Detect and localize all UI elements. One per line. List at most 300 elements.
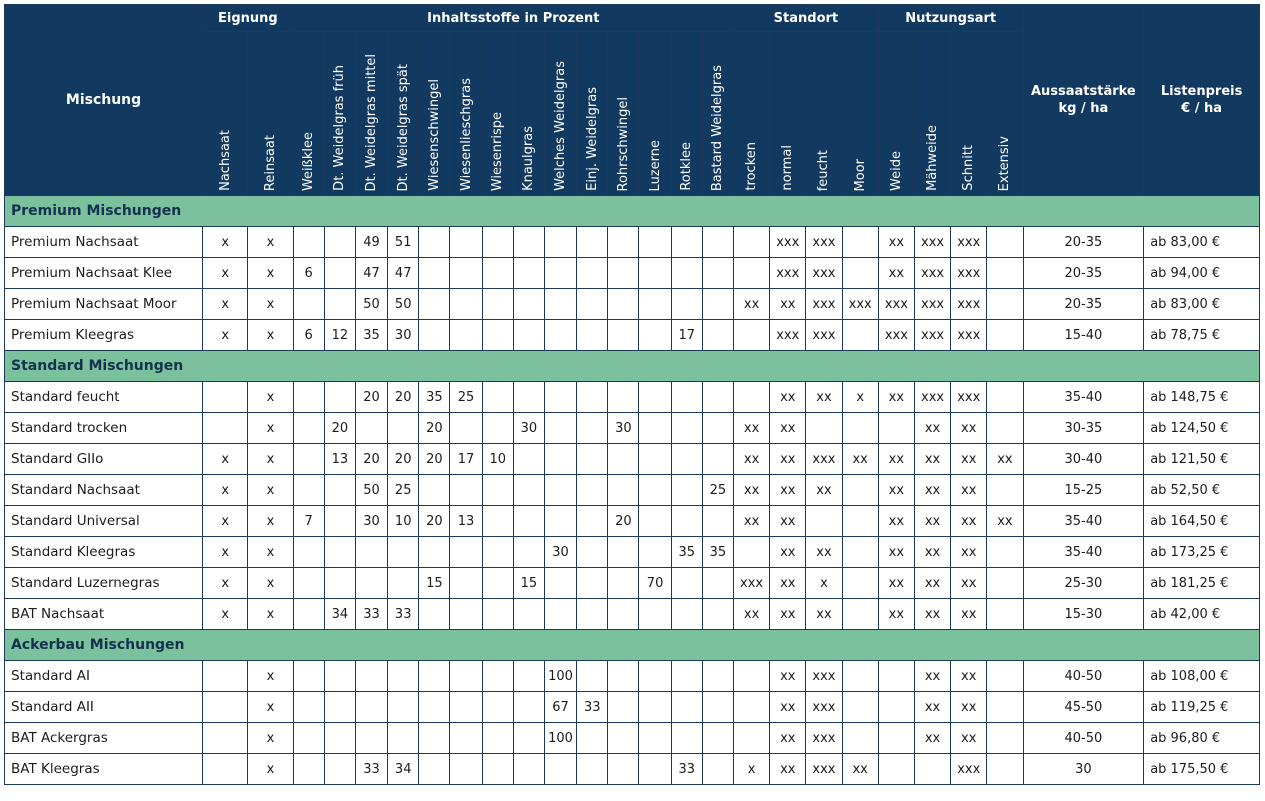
table-cell: [608, 258, 639, 289]
table-cell: 20: [324, 413, 355, 444]
table-cell: [419, 661, 450, 692]
table-cell: 15: [419, 568, 450, 599]
table-cell: [577, 754, 608, 785]
column-header-label: normal: [780, 145, 796, 191]
table-cell: [842, 413, 878, 444]
table-cell: xx: [770, 289, 806, 320]
table-cell: [577, 258, 608, 289]
table-cell: [355, 537, 387, 568]
table-cell: [513, 444, 544, 475]
column-header-label: feucht: [816, 149, 832, 191]
table-row: [5, 382, 1260, 413]
table-cell: [842, 227, 878, 258]
table-cell: 13: [450, 506, 482, 537]
table-cell: [608, 537, 639, 568]
price-cell: ab 148,75 €: [1144, 382, 1260, 413]
table-cell: [293, 475, 324, 506]
table-cell: [842, 568, 878, 599]
table-cell: xx: [806, 382, 842, 413]
table-cell: 20: [355, 382, 387, 413]
table-cell: [513, 723, 544, 754]
column-header-label: Weide: [888, 151, 904, 191]
table-cell: [324, 661, 355, 692]
table-cell: [639, 413, 671, 444]
table-cell: [577, 227, 608, 258]
table-cell: [987, 258, 1023, 289]
table-cell: [482, 537, 513, 568]
table-cell: x: [203, 289, 248, 320]
table-cell: [544, 475, 576, 506]
table-cell: x: [248, 475, 293, 506]
price-cell: ab 96,80 €: [1144, 723, 1260, 754]
table-cell: [419, 723, 450, 754]
mixture-name: Premium Nachsaat Klee: [5, 258, 203, 289]
column-header: [577, 32, 608, 196]
table-cell: xxx: [951, 320, 987, 351]
table-cell: x: [806, 568, 842, 599]
table-cell: [419, 320, 450, 351]
price-cell: ab 42,00 €: [1144, 599, 1260, 630]
table-cell: xxx: [734, 568, 770, 599]
table-body: [5, 196, 1260, 785]
column-header: [639, 32, 671, 196]
table-cell: [293, 661, 324, 692]
table-cell: xxx: [951, 227, 987, 258]
price-cell: ab 119,25 €: [1144, 692, 1260, 723]
table-cell: [987, 537, 1023, 568]
table-cell: [608, 382, 639, 413]
column-header-label: Reinsaat: [262, 134, 278, 191]
table-cell: xx: [914, 537, 950, 568]
column-header: [914, 32, 950, 196]
table-cell: xxx: [914, 289, 950, 320]
table-row: [5, 258, 1260, 289]
table-cell: xx: [878, 599, 914, 630]
table-cell: [482, 723, 513, 754]
table-cell: [450, 537, 482, 568]
table-header: [5, 5, 1260, 196]
table-cell: x: [248, 320, 293, 351]
table-cell: xx: [734, 599, 770, 630]
column-header-label: Mähweide: [925, 125, 941, 191]
aussaat-cell: 30: [1023, 754, 1144, 785]
table-cell: [203, 661, 248, 692]
column-header-label: Wiesenlieschgras: [458, 78, 474, 191]
column-header: [482, 32, 513, 196]
table-cell: xx: [914, 568, 950, 599]
table-cell: [324, 227, 355, 258]
table-cell: 100: [544, 661, 576, 692]
table-cell: xx: [914, 599, 950, 630]
table-cell: xx: [951, 568, 987, 599]
table-cell: [513, 320, 544, 351]
table-cell: [671, 568, 702, 599]
aussaat-cell: 25-30: [1023, 568, 1144, 599]
inhalt-group-header: Inhaltsstoffe in Prozent: [293, 5, 733, 32]
table-cell: xxx: [914, 227, 950, 258]
price-cell: ab 83,00 €: [1144, 227, 1260, 258]
table-cell: [388, 661, 419, 692]
table-cell: [203, 692, 248, 723]
table-cell: [324, 723, 355, 754]
table-cell: xx: [770, 723, 806, 754]
price-cell: ab 175,50 €: [1144, 754, 1260, 785]
table-cell: [639, 537, 671, 568]
column-header-label: Rohrschwingel: [615, 96, 631, 191]
table-cell: [293, 537, 324, 568]
table-row: [5, 320, 1260, 351]
table-cell: xx: [878, 444, 914, 475]
aussaat-header-line1: Aussaatstärke: [1030, 84, 1136, 99]
table-cell: [513, 289, 544, 320]
preis-header: [1144, 5, 1260, 196]
mixture-name: Standard Luzernegras: [5, 568, 203, 599]
table-cell: [419, 289, 450, 320]
column-header-label: Luzerne: [647, 139, 663, 191]
table-cell: xx: [734, 444, 770, 475]
column-header-label: Moor: [852, 158, 868, 191]
table-cell: [987, 475, 1023, 506]
table-cell: 34: [324, 599, 355, 630]
table-cell: 17: [671, 320, 702, 351]
table-cell: x: [203, 506, 248, 537]
table-cell: 6: [293, 258, 324, 289]
aussaat-cell: 45-50: [1023, 692, 1144, 723]
column-header: [293, 32, 324, 196]
table-cell: [671, 599, 702, 630]
table-cell: [806, 506, 842, 537]
column-header: [987, 32, 1023, 196]
table-cell: xx: [878, 537, 914, 568]
table-cell: xx: [878, 568, 914, 599]
table-cell: [419, 599, 450, 630]
table-cell: [702, 227, 733, 258]
table-cell: [639, 692, 671, 723]
table-cell: x: [248, 444, 293, 475]
table-cell: [734, 227, 770, 258]
table-cell: [419, 692, 450, 723]
table-cell: x: [203, 258, 248, 289]
aussaat-header-line2: kg / ha: [1058, 101, 1109, 116]
table-cell: [608, 320, 639, 351]
price-cell: ab 173,25 €: [1144, 537, 1260, 568]
table-cell: 33: [355, 754, 387, 785]
table-cell: [544, 227, 576, 258]
table-cell: [577, 723, 608, 754]
table-cell: x: [248, 413, 293, 444]
table-cell: [355, 413, 387, 444]
table-cell: 25: [702, 475, 733, 506]
table-cell: xx: [806, 599, 842, 630]
table-cell: [577, 599, 608, 630]
table-cell: x: [203, 320, 248, 351]
table-cell: [671, 475, 702, 506]
table-cell: 33: [671, 754, 702, 785]
column-header: [203, 32, 248, 196]
table-cell: xx: [878, 382, 914, 413]
table-cell: xx: [734, 475, 770, 506]
table-cell: [878, 661, 914, 692]
table-cell: [324, 537, 355, 568]
table-row: [5, 289, 1260, 320]
table-cell: [482, 227, 513, 258]
mischung-header: Mischung: [5, 5, 203, 196]
table-cell: [878, 413, 914, 444]
column-header: [248, 32, 293, 196]
table-cell: [702, 444, 733, 475]
table-cell: xxx: [951, 289, 987, 320]
table-cell: [388, 723, 419, 754]
table-cell: [203, 413, 248, 444]
table-cell: [639, 289, 671, 320]
table-cell: xx: [734, 506, 770, 537]
table-cell: xxx: [878, 289, 914, 320]
table-cell: [987, 320, 1023, 351]
table-cell: [324, 754, 355, 785]
table-cell: [639, 320, 671, 351]
mixture-name: BAT Ackergras: [5, 723, 203, 754]
table-row: [5, 475, 1260, 506]
table-cell: xxx: [842, 289, 878, 320]
table-cell: [293, 289, 324, 320]
table-cell: [806, 413, 842, 444]
table-cell: [577, 289, 608, 320]
table-cell: [544, 413, 576, 444]
table-cell: [671, 661, 702, 692]
price-cell: ab 52,50 €: [1144, 475, 1260, 506]
table-row: [5, 227, 1260, 258]
table-cell: [513, 599, 544, 630]
table-cell: [450, 258, 482, 289]
column-header: [324, 32, 355, 196]
table-cell: xx: [770, 661, 806, 692]
aussaat-cell: 30-40: [1023, 444, 1144, 475]
table-cell: xx: [951, 537, 987, 568]
table-cell: [639, 227, 671, 258]
table-cell: [608, 568, 639, 599]
table-row: [5, 506, 1260, 537]
table-cell: 17: [450, 444, 482, 475]
mixture-name: Standard Universal: [5, 506, 203, 537]
table-cell: [608, 227, 639, 258]
table-cell: [513, 661, 544, 692]
table-cell: xxx: [951, 382, 987, 413]
table-cell: xx: [770, 692, 806, 723]
table-cell: xx: [951, 599, 987, 630]
aussaat-cell: 30-35: [1023, 413, 1144, 444]
table-cell: xx: [878, 506, 914, 537]
table-cell: [577, 475, 608, 506]
table-cell: xxx: [914, 382, 950, 413]
table-cell: [878, 754, 914, 785]
table-cell: [482, 754, 513, 785]
section-row: [5, 630, 1260, 661]
table-row: [5, 413, 1260, 444]
table-cell: xx: [734, 413, 770, 444]
table-cell: [419, 754, 450, 785]
table-cell: [577, 382, 608, 413]
table-cell: [639, 382, 671, 413]
table-cell: [513, 227, 544, 258]
table-cell: xxx: [806, 289, 842, 320]
table-cell: [388, 692, 419, 723]
table-cell: 30: [544, 537, 576, 568]
table-cell: [608, 599, 639, 630]
table-cell: [355, 723, 387, 754]
table-cell: [293, 692, 324, 723]
table-cell: [513, 506, 544, 537]
column-header: [513, 32, 544, 196]
table-cell: 20: [419, 444, 450, 475]
price-cell: ab 78,75 €: [1144, 320, 1260, 351]
table-cell: xxx: [806, 258, 842, 289]
mixture-name: Premium Nachsaat: [5, 227, 203, 258]
table-cell: [419, 537, 450, 568]
table-cell: [544, 568, 576, 599]
table-cell: [671, 723, 702, 754]
table-cell: [842, 661, 878, 692]
table-cell: [671, 413, 702, 444]
column-header: [951, 32, 987, 196]
column-header-label: Wiesenschwingel: [426, 79, 442, 191]
table-cell: [671, 444, 702, 475]
table-cell: x: [203, 599, 248, 630]
table-cell: xx: [806, 537, 842, 568]
table-row: [5, 692, 1260, 723]
table-cell: x: [203, 475, 248, 506]
table-cell: x: [248, 568, 293, 599]
table-cell: xx: [951, 506, 987, 537]
preis-header-line1: Listenpreis: [1160, 84, 1243, 99]
table-cell: x: [248, 506, 293, 537]
table-cell: xxx: [806, 754, 842, 785]
table-cell: 49: [355, 227, 387, 258]
column-header-label: Rotklee: [679, 142, 695, 191]
table-cell: xxx: [806, 723, 842, 754]
table-cell: x: [842, 382, 878, 413]
column-header-label: Wiesenrispe: [490, 111, 506, 191]
table-cell: xxx: [914, 258, 950, 289]
table-cell: 100: [544, 723, 576, 754]
table-cell: 10: [388, 506, 419, 537]
column-header-label: Bastard Weidelgras: [710, 64, 726, 191]
column-header: [388, 32, 419, 196]
table-cell: [608, 754, 639, 785]
table-cell: xxx: [806, 444, 842, 475]
table-cell: [577, 506, 608, 537]
table-cell: [482, 568, 513, 599]
table-cell: [450, 289, 482, 320]
table-cell: [450, 692, 482, 723]
mixture-name: Standard GIIo: [5, 444, 203, 475]
table-cell: [608, 692, 639, 723]
table-cell: 47: [388, 258, 419, 289]
table-cell: [671, 289, 702, 320]
table-cell: xx: [951, 723, 987, 754]
table-cell: [419, 475, 450, 506]
table-cell: [987, 661, 1023, 692]
table-cell: xx: [770, 599, 806, 630]
table-cell: [639, 506, 671, 537]
table-cell: 13: [324, 444, 355, 475]
table-cell: 35: [671, 537, 702, 568]
section-row: [5, 351, 1260, 382]
table-cell: [987, 289, 1023, 320]
table-cell: x: [203, 227, 248, 258]
table-cell: [388, 568, 419, 599]
table-cell: [734, 661, 770, 692]
mixture-name: Standard AI: [5, 661, 203, 692]
column-header-label: Welches Weidelgras: [553, 61, 569, 191]
table-cell: 6: [293, 320, 324, 351]
price-cell: ab 181,25 €: [1144, 568, 1260, 599]
table-cell: [671, 258, 702, 289]
table-cell: xx: [806, 475, 842, 506]
table-cell: [734, 692, 770, 723]
column-header: [878, 32, 914, 196]
price-cell: ab 83,00 €: [1144, 289, 1260, 320]
table-cell: 20: [388, 382, 419, 413]
table-cell: 33: [577, 692, 608, 723]
column-header-label: Einj. Weidelgras: [584, 87, 600, 191]
table-cell: [639, 661, 671, 692]
table-cell: x: [203, 537, 248, 568]
table-cell: [842, 723, 878, 754]
table-cell: xx: [914, 661, 950, 692]
aussaat-cell: 35-40: [1023, 506, 1144, 537]
table-cell: 15: [513, 568, 544, 599]
table-cell: 50: [355, 289, 387, 320]
table-cell: [544, 506, 576, 537]
table-cell: 10: [482, 444, 513, 475]
table-cell: [513, 258, 544, 289]
standort-group-header: Standort: [734, 5, 879, 32]
table-cell: [482, 692, 513, 723]
column-header-label: Dt. Weidelgras spät: [395, 63, 411, 191]
table-cell: xx: [914, 444, 950, 475]
table-cell: [734, 382, 770, 413]
section-title: Standard Mischungen: [5, 351, 1260, 382]
table-cell: xx: [770, 413, 806, 444]
column-header-label: Dt. Weidelgras früh: [332, 65, 348, 191]
column-header: [770, 32, 806, 196]
table-cell: [639, 475, 671, 506]
table-cell: [450, 568, 482, 599]
table-cell: [608, 475, 639, 506]
table-cell: xxx: [770, 227, 806, 258]
table-cell: xxx: [806, 692, 842, 723]
column-header-label: Dt. Weidelgras mittel: [364, 53, 380, 191]
table-cell: xxx: [806, 227, 842, 258]
table-cell: [388, 537, 419, 568]
table-cell: [513, 382, 544, 413]
table-cell: xx: [914, 723, 950, 754]
table-cell: xx: [842, 754, 878, 785]
table-cell: [203, 754, 248, 785]
eignung-group-header: Eignung: [203, 5, 294, 32]
table-cell: 50: [388, 289, 419, 320]
table-cell: [608, 661, 639, 692]
table-cell: [450, 227, 482, 258]
table-cell: [842, 537, 878, 568]
table-cell: [878, 692, 914, 723]
section-row: [5, 196, 1260, 227]
table-cell: [355, 692, 387, 723]
table-cell: 30: [608, 413, 639, 444]
price-cell: ab 124,50 €: [1144, 413, 1260, 444]
table-cell: [702, 661, 733, 692]
aussaat-cell: 35-40: [1023, 537, 1144, 568]
